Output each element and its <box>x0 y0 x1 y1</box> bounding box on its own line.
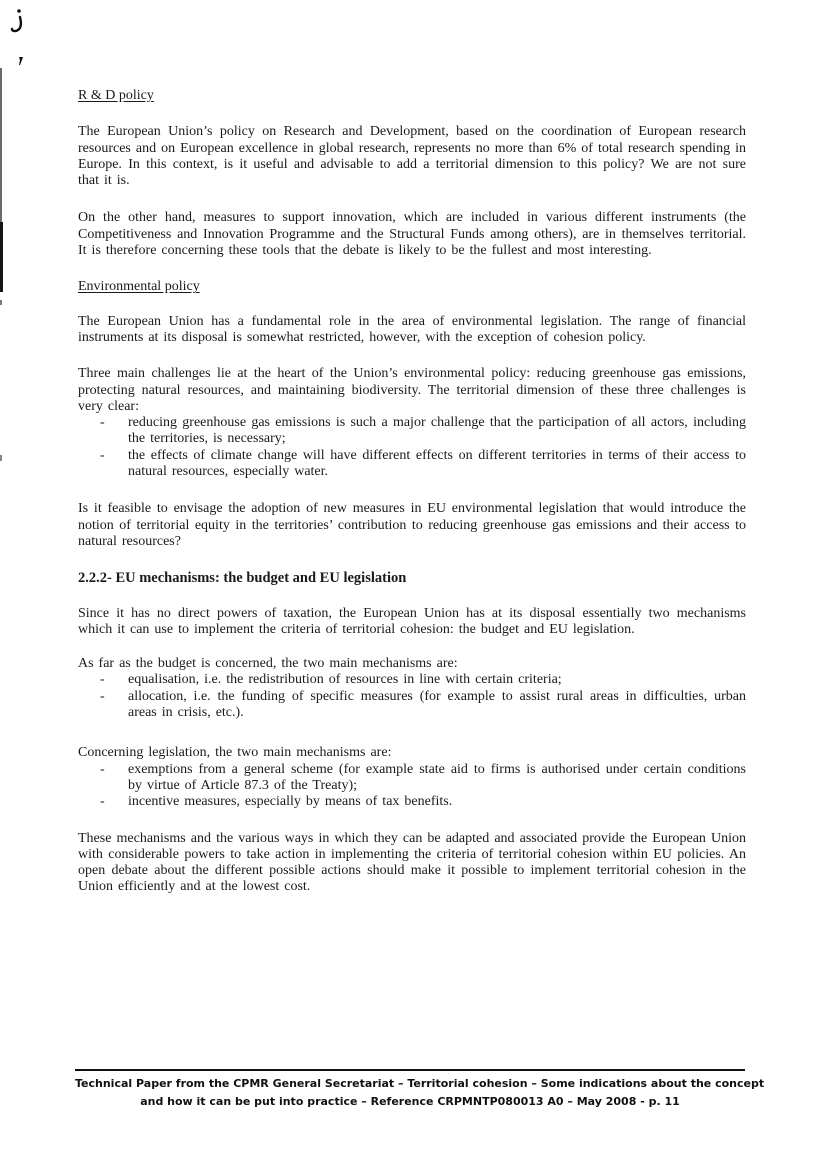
bullet-text: the effects of climate change will have different effects on different territories in terms of their access to natural resources, especially water. <box>128 447 746 480</box>
paragraph-rd-2: On the other hand, measures to support innovation, which are included in various different instruments (the Competitiveness and Innovation Programme and the Structural Funds among others), are in themselves territorial. It is therefore concerning these tools that the debate is likely to be the fullest and most interesting. <box>78 210 746 259</box>
bullet-dash: - <box>100 761 105 777</box>
list-item <box>78 672 746 688</box>
bullet-text: exemptions from a general scheme (for example state aid to firms is authorised under certain conditions by virtue of Article 87.3 of the Treaty); <box>128 761 746 793</box>
section-heading-eu-mechanisms: 2.2.2- EU mechanisms: the budget and EU legislation <box>78 570 407 587</box>
scan-edge-artifact <box>0 222 3 292</box>
bullet-dash: - <box>100 415 105 431</box>
footer-line-2: and how it can be put into practice – Reference CRPMNTP080013 A0 – May 2008 - p. 11 <box>140 1095 680 1108</box>
bullet-dash: - <box>100 447 105 463</box>
scan-edge-artifact <box>0 300 2 305</box>
bullet-dash: - <box>100 688 105 704</box>
scan-edge-artifact <box>0 68 2 222</box>
paragraph-env-2-intro: Three main challenges lie at the heart of the Union’s environmental policy: reducing greenhouse gas emissions, protecting natural resources, and maintaining biodiversity. The territorial dimension of these three challenges is very clear: <box>78 366 746 414</box>
bullet-dash: - <box>100 672 105 688</box>
list-item <box>78 762 746 795</box>
paragraph-budget-intro: As far as the budget is concerned, the two main mechanisms are: <box>78 656 458 672</box>
paragraph-mechanisms-1: Since it has no direct powers of taxation, the European Union has at its disposal essentially two mechanisms which it can use to implement the criteria of territorial cohesion: the budget and EU legislation. <box>78 605 746 637</box>
handwritten-tick-mark <box>15 56 27 75</box>
bullet-text: allocation, i.e. the funding of specific measures (for example to assist rural areas in difficulties, urban areas in crisis, etc.). <box>128 688 746 721</box>
bullet-text: reducing greenhouse gas emissions is such a major challenge that the participation of all actors, including the territories, is necessary; <box>128 415 746 447</box>
handwritten-squiggle-mark <box>8 4 34 45</box>
document-body <box>78 0 746 896</box>
page-footer <box>75 1069 765 1111</box>
list-item <box>78 448 746 481</box>
section-heading-environmental-policy: Environmental policy <box>78 279 200 295</box>
bullet-text: equalisation, i.e. the redistribution of resources in line with certain criteria; <box>128 672 562 688</box>
bullet-text: incentive measures, especially by means of tax benefits. <box>128 794 453 810</box>
paragraph-env-3: Is it feasible to envisage the adoption of new measures in EU environmental legislation that would introduce the notion of territorial equity in the territories’ contribution to reducing greenhouse gas emissions and their access to natural resources? <box>78 501 746 549</box>
paragraph-rd-1: The European Union’s policy on Research and Development, based on the coordination of European research resources and on European excellence in global research, represents no more than 6% of total research spending in Europe. In this context, is it useful and advisable to add a territorial dimension to this policy? We are not sure that it is. <box>78 124 746 189</box>
list-item <box>78 689 746 722</box>
bullet-dash: - <box>100 794 105 810</box>
list-item <box>78 415 746 448</box>
footer-line-1: Technical Paper from the CPMR General Secretariat – Territorial cohesion – Some indications about the concept <box>75 1077 765 1090</box>
scan-edge-artifact <box>0 455 2 461</box>
paragraph-conclusion: These mechanisms and the various ways in which they can be adapted and associated provide the European Union with considerable powers to take action in implementing the criteria of territorial cohesion within EU policies. An open debate about the different possible actions should make it possible to implement territorial cohesion in the Union efficiently and at the lowest cost. <box>78 830 746 895</box>
paragraph-legislation-intro: Concerning legislation, the two main mechanisms are: <box>78 745 392 761</box>
section-heading-rd-policy: R & D policy <box>78 88 154 103</box>
paragraph-env-1: The European Union has a fundamental role in the area of environmental legislation. The range of financial instruments at its disposal is somewhat restricted, however, with the exception of cohesion policy. <box>78 313 746 345</box>
list-item <box>78 794 746 810</box>
